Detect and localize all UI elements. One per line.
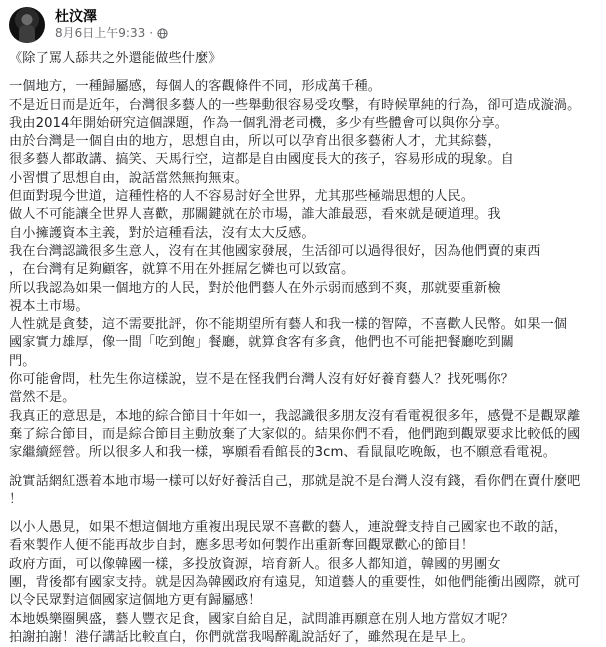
post-text-line: 棄了綜合節目，而是綜合節目主動放棄了大家似的。結果你們不看，他們跑到觀眾要求比較低的國 — [9, 426, 581, 442]
paragraph-gap — [9, 463, 600, 473]
post-text-line: 本地娛樂圈興盛，藝人豐衣足食，國家自給自足，試問誰再願意在別人地方當奴才呢？ — [9, 611, 514, 627]
post-text-line: 家繼續經營。所以很多人和我一樣，寧願看看館長的3cm、看鼠鼠吃晚飯，也不願意看電視。 — [9, 445, 556, 461]
post-text-line: 我由2014年開始研究這個課題，作為一個乳滑老司機，多少有些體會可以與你分享。 — [9, 115, 509, 131]
post-text-line: 所以我認為如果一個地方的人民，對於他們藝人在外示弱而感到不爽，那就要重新檢 — [9, 280, 501, 296]
post-text-line: 自小擁護資本主義，對於這種看法，沒有太大反感。 — [9, 225, 315, 241]
post-text-line: 看來製作人便不能再故步自封，應多思考如何製作出重新奪回觀眾歡心的節目！ — [9, 538, 475, 554]
post-text-line: 不是近日而是近年，台灣很多藝人的一些舉動很容易受攻擊，有時候單純的行為，卻可造成漩渦。 — [9, 97, 581, 113]
post-text-line: 團，背後都有國家支持。就是因為韓國政府有遠見，知道藝人的重要性，如他們能衝出國際，就可 — [9, 575, 581, 591]
post-text-line: 做人不可能讓全世界人喜歡，那關鍵就在於市場，誰大誰最惡，看來就是硬道理。我 — [9, 207, 501, 223]
post-text-line: 由於台灣是一個自由的地方，思想自由，所以可以孕育出很多藝術人才，尤其綜藝， — [9, 134, 501, 150]
author-name[interactable]: 杜汶澤 — [55, 8, 97, 25]
post-text-line: 以令民眾對這個國家這個地方更有歸屬感！ — [9, 593, 262, 609]
post-text-line: 你可能會問，杜先生你這樣說，豈不是在怪我們台灣人沒有好好養育藝人？找死嗎你？ — [9, 372, 514, 388]
post-text-line: 我在台灣認識很多生意人，沒有在其他國家發展，生活卻可以過得很好，因為他們賣的東西 — [9, 243, 541, 259]
post-subline — [55, 26, 168, 41]
post-text-line: 人性就是貪婪，這不需要批評，你不能期望所有藝人和我一樣的智障，不喜歡人民幣。如果一個 — [9, 317, 568, 333]
post-text-line: 很多藝人都敢講、搞笑、天馬行空，這都是自由國度長大的孩子，容易形成的現象。自 — [9, 152, 514, 168]
post-header — [9, 4, 600, 46]
globe-icon[interactable] — [157, 28, 168, 39]
post-text-line: 小習慣了思想自由，說話當然無拘無束。 — [9, 170, 249, 186]
post-text-line: ，在台灣有足夠顧客，就算不用在外捱屌乞憐也可以致富。 — [9, 262, 355, 278]
post-text-line: 一個地方，一種歸屬感，每個人的客觀條件不同，形成萬千種。 — [9, 79, 382, 95]
post-text-line: 說實話網紅憑着本地市場一樣可以好好養活自己，那就是說不是台灣人沒有錢，看你們在賣什麼吧 — [9, 473, 581, 489]
post-title-line: 《除了罵人舔共之外還能做些什麼》 — [9, 51, 222, 66]
post-text-line: 視本土市場。 — [9, 298, 89, 314]
post-text-line: 門。 — [9, 353, 36, 369]
author-avatar[interactable] — [9, 7, 45, 43]
paragraph-gap — [9, 68, 600, 78]
post-text-line: 國家實力雄厚，像一間「吃到飽」餐廳，就算食客有多貪，他們也不可能把餐廳吃到關 — [9, 335, 514, 351]
post-timestamp[interactable]: 8月6日上午9:33 — [55, 26, 146, 41]
post-text-line: 以小人愚見，如果不想這個地方重複出現民眾不喜歡的藝人，連說聲支持自己國家也不敢的話， — [9, 520, 568, 536]
post-text-line: 當然不是。 — [9, 390, 76, 406]
post-text-line: ！ — [9, 491, 23, 507]
post-body — [9, 50, 600, 647]
post-meta — [55, 9, 168, 42]
meta-separator: · — [149, 26, 154, 41]
post-text-line: 政府方面，可以像韓國一樣，多投放資源，培育新人。很多人都知道，韓國的男團女 — [9, 556, 501, 572]
post-text-line: 但面對現今世道，這種性格的人不容易討好全世界，尤其那些極端思想的人民。 — [9, 189, 475, 205]
post-text-line: 拍謝拍謝！港仔講話比較直白，你們就當我喝醉亂說話好了，雖然現在是早上。 — [9, 629, 475, 645]
post-text-line: 我真正的意思是，本地的綜合節目十年如一，我認識很多朋友沒有看電視很多年，感覺不是觀眾離 — [9, 408, 581, 424]
paragraph-gap — [9, 509, 600, 519]
